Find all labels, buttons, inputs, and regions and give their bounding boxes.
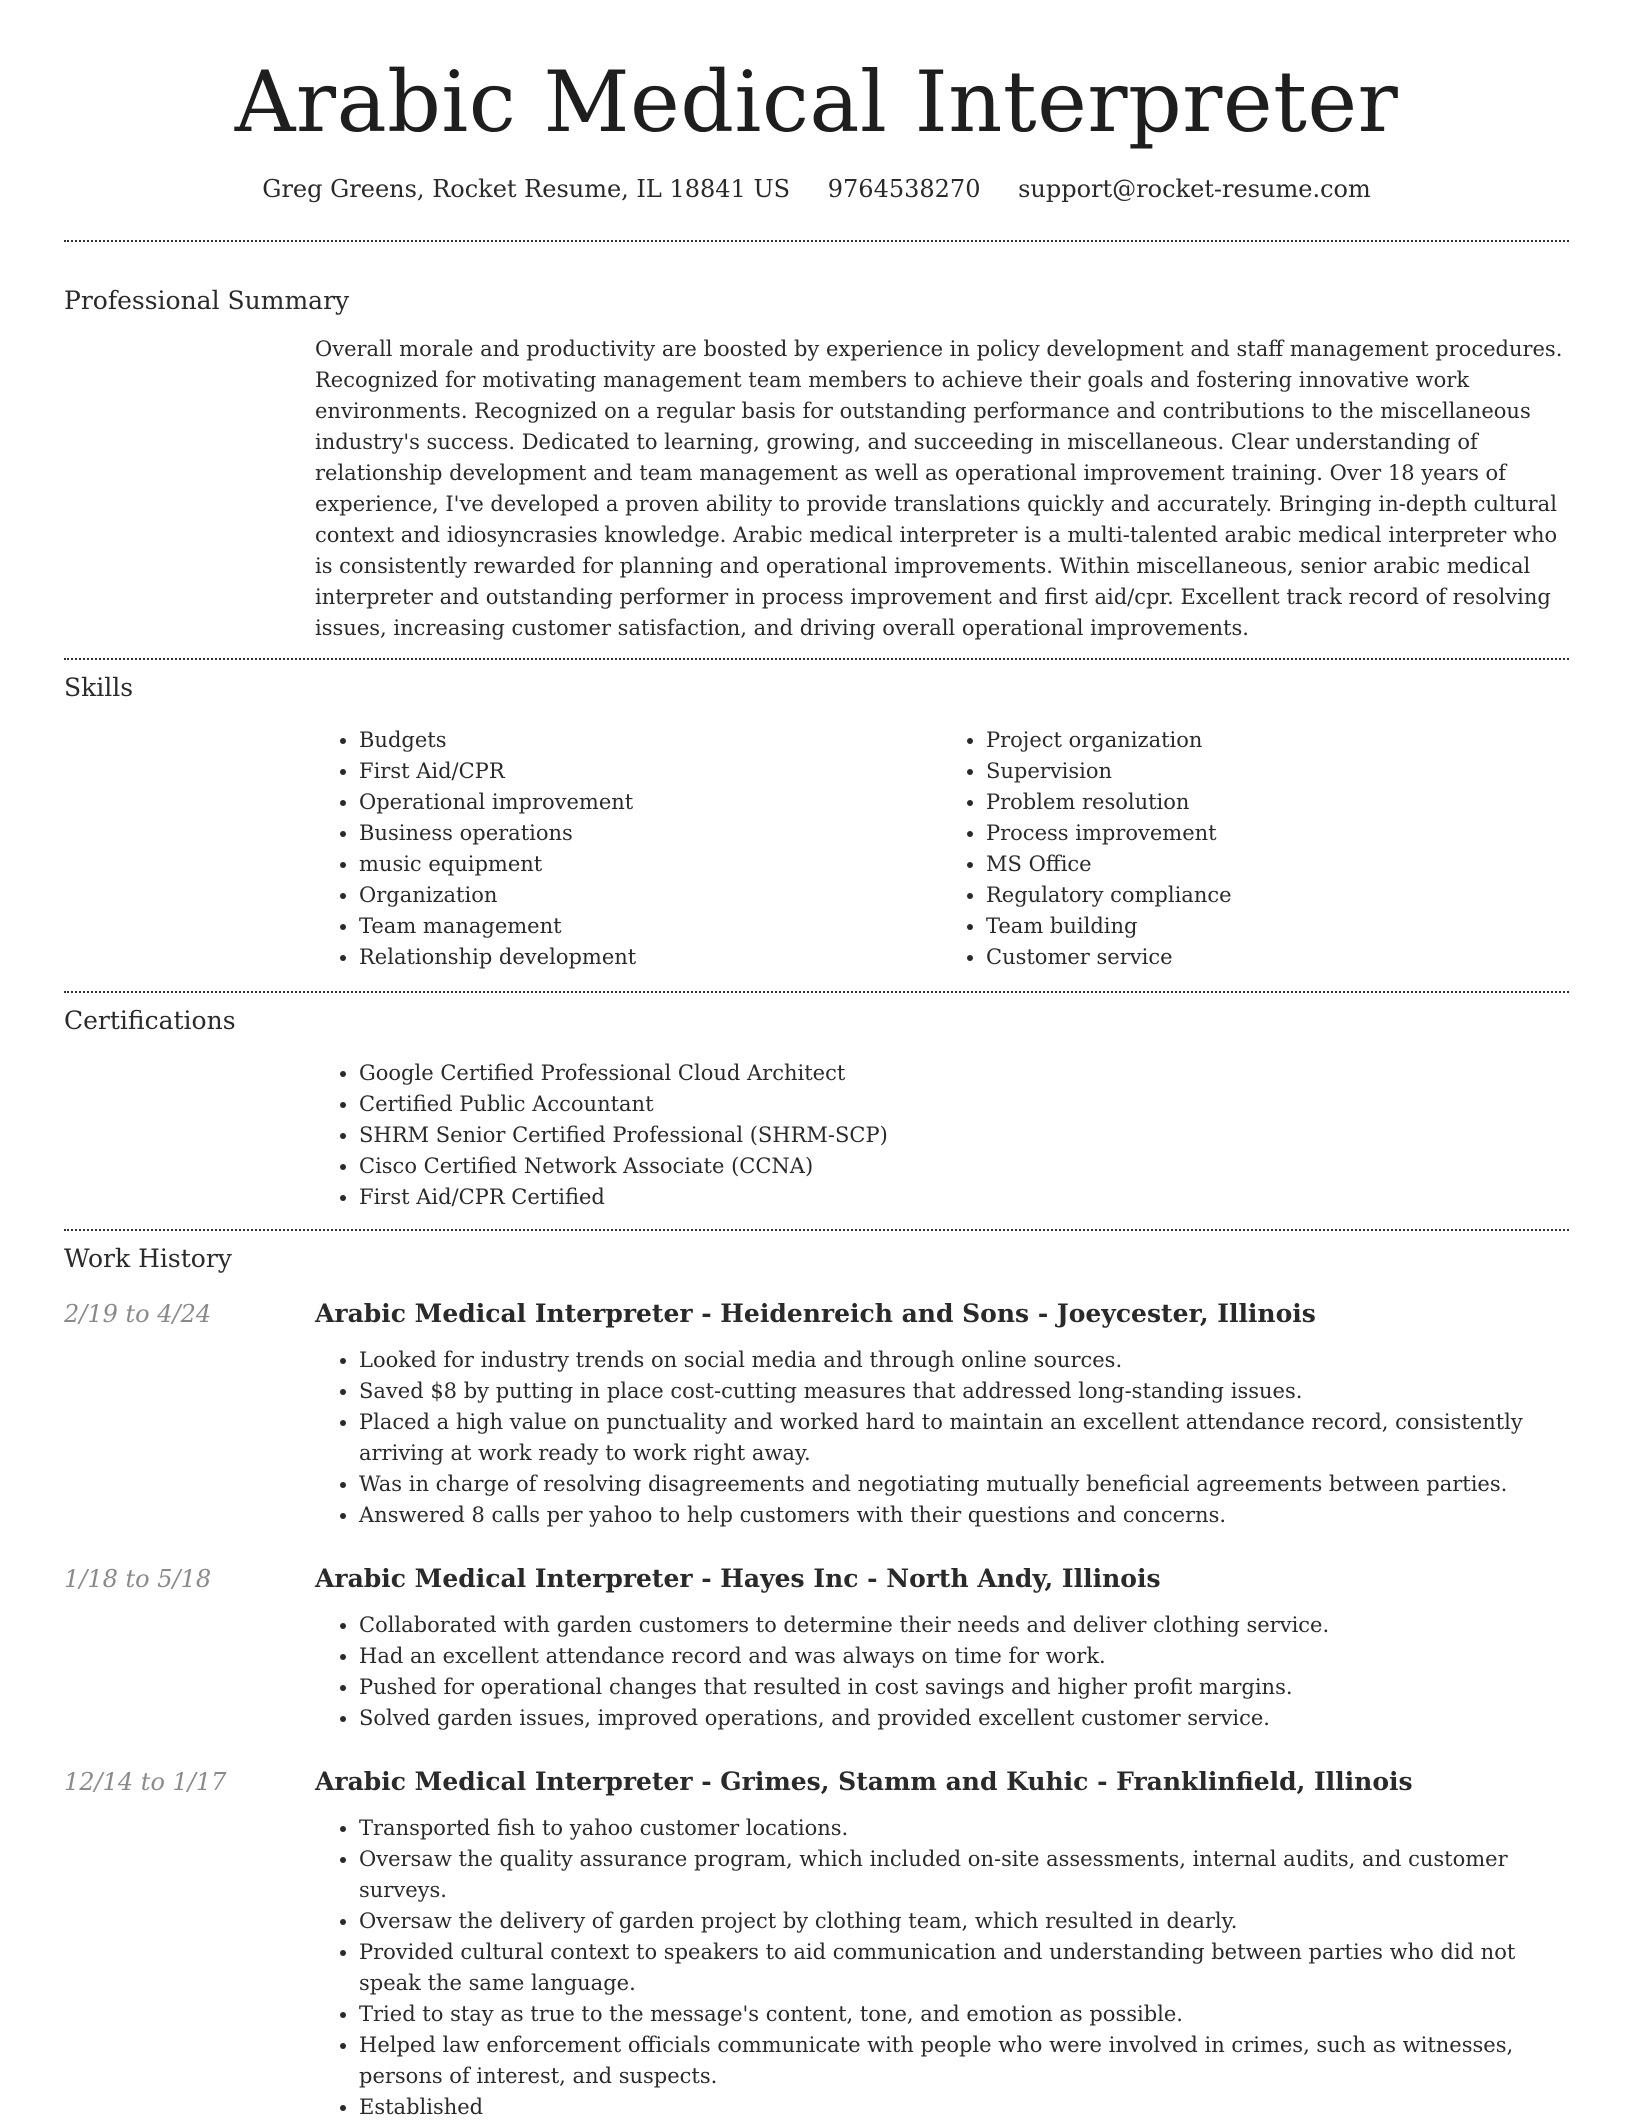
summary-heading: Professional Summary — [64, 286, 350, 315]
job-dates: 12/14 to 1/17 — [64, 1768, 227, 1796]
skill-item: • Process improvement — [986, 818, 1569, 849]
job-bullet: • Provided cultural context to speakers to aid communication and understanding between parties who did not speak the same language. — [359, 1937, 1569, 1999]
skill-item: • music equipment — [359, 849, 942, 880]
job-bullet: • Was in charge of resolving disagreements and negotiating mutually beneficial agreements between parties. — [359, 1469, 1569, 1500]
skill-item: • Supervision — [986, 756, 1569, 787]
certifications-section — [64, 1004, 1569, 1213]
skill-item: • Problem resolution — [986, 787, 1569, 818]
contact-line — [64, 172, 1569, 206]
certification-item: • Google Certified Professional Cloud Architect — [359, 1058, 1569, 1089]
certification-item: • Certified Public Accountant — [359, 1089, 1569, 1120]
resume-page — [64, 0, 1569, 2123]
job-bullet: • Established — [359, 2092, 1569, 2123]
job-entry — [64, 1764, 1569, 2123]
skills-list-right — [942, 725, 1569, 973]
section-divider — [64, 240, 1569, 242]
skill-item: • MS Office — [986, 849, 1569, 880]
summary-text: Overall morale and productivity are boosted by experience in policy development and staff management procedures. Recognized for motivating management team members to achieve their goals and fostering innovative work environments. Recognized on a regular basis for outstanding performance and contributions to the miscellaneous industry's success. Dedicated to learning, growing, and succeeding in miscellaneous. Clear understanding of relationship development and team management as well as operational improvement training. Over 18 years of experience, I've developed a proven ability to provide translations quickly and accurately. Bringing in-depth cultural context and idiosyncrasies knowledge. Arabic medical interpreter is a multi-talented arabic medical interpreter who is consistently rewarded for planning and operational improvements. Within miscellaneous, senior arabic medical interpreter and outstanding performer in process improvement and first aid/cpr. Excellent track record of resolving issues, increasing customer satisfaction, and driving overall operational improvements. — [315, 337, 1563, 640]
skills-section — [64, 671, 1569, 973]
skill-item: • Project organization — [986, 725, 1569, 756]
job-bullet: • Pushed for operational changes that resulted in cost savings and higher profit margins. — [359, 1672, 1569, 1703]
job-heading: Arabic Medical Interpreter - Grimes, Stamm and Kuhic - Franklinfield, Illinois — [315, 1767, 1413, 1796]
job-heading: Arabic Medical Interpreter - Heidenreich and Sons - Joeycester, Illinois — [315, 1299, 1316, 1328]
skill-item: • Regulatory compliance — [986, 880, 1569, 911]
job-entry — [64, 1296, 1569, 1531]
work-heading: Work History — [64, 1244, 232, 1273]
job-bullet: • Solved garden issues, improved operations, and provided excellent customer service. — [359, 1703, 1569, 1734]
job-dates: 2/19 to 4/24 — [64, 1300, 212, 1328]
skill-item: • Budgets — [359, 725, 942, 756]
skill-item: • Team management — [359, 911, 942, 942]
job-bullet: • Answered 8 calls per yahoo to help customers with their questions and concerns. — [359, 1500, 1569, 1531]
job-bullets — [315, 1813, 1569, 2123]
job-bullets — [315, 1345, 1569, 1531]
job-bullets — [315, 1610, 1569, 1734]
summary-section — [64, 284, 1569, 644]
certifications-heading: Certifications — [64, 1006, 236, 1035]
work-section — [64, 1242, 1569, 2123]
job-bullet: • Had an excellent attendance record and was always on time for work. — [359, 1641, 1569, 1672]
section-divider — [64, 658, 1569, 660]
certifications-list — [315, 1058, 1569, 1213]
skill-item: • Operational improvement — [359, 787, 942, 818]
job-bullet: • Oversaw the delivery of garden project by clothing team, which resulted in dearly. — [359, 1906, 1569, 1937]
job-bullet: • Placed a high value on punctuality and worked hard to maintain an excellent attendance record, consistently arriving at work ready to work right away. — [359, 1407, 1569, 1469]
skill-item: • Team building — [986, 911, 1569, 942]
skills-heading: Skills — [64, 673, 134, 702]
contact-address: Greg Greens, Rocket Resume, IL 18841 US — [262, 175, 791, 203]
skill-item: • Business operations — [359, 818, 942, 849]
job-bullet: • Helped law enforcement officials communicate with people who were involved in crimes, such as witnesses, persons of interest, and suspects. — [359, 2030, 1569, 2092]
job-bullet: • Collaborated with garden customers to determine their needs and deliver clothing service. — [359, 1610, 1569, 1641]
job-heading: Arabic Medical Interpreter - Hayes Inc - North Andy, Illinois — [315, 1564, 1161, 1593]
skill-item: • Organization — [359, 880, 942, 911]
skill-item: • Relationship development — [359, 942, 942, 973]
skills-list-left — [315, 725, 942, 973]
job-bullet: • Tried to stay as true to the message's content, tone, and emotion as possible. — [359, 1999, 1569, 2030]
job-bullet: • Saved $8 by putting in place cost-cutting measures that addressed long-standing issues. — [359, 1376, 1569, 1407]
section-divider — [64, 1229, 1569, 1231]
skill-item: • Customer service — [986, 942, 1569, 973]
job-bullet: • Looked for industry trends on social media and through online sources. — [359, 1345, 1569, 1376]
job-bullet: • Oversaw the quality assurance program, which included on-site assessments, internal audits, and customer surveys. — [359, 1844, 1569, 1906]
job-bullet: • Transported fish to yahoo customer locations. — [359, 1813, 1569, 1844]
skill-item: • First Aid/CPR — [359, 756, 942, 787]
section-divider — [64, 991, 1569, 993]
job-entry — [64, 1561, 1569, 1734]
certification-item: • SHRM Senior Certified Professional (SHRM-SCP) — [359, 1120, 1569, 1151]
contact-email: support@rocket-resume.com — [1018, 175, 1371, 203]
job-dates: 1/18 to 5/18 — [64, 1565, 212, 1593]
contact-phone: 9764538270 — [827, 175, 981, 203]
resume-title: Arabic Medical Interpreter — [234, 53, 1399, 151]
certification-item: • Cisco Certified Network Associate (CCNA) — [359, 1151, 1569, 1182]
certification-item: • First Aid/CPR Certified — [359, 1182, 1569, 1213]
